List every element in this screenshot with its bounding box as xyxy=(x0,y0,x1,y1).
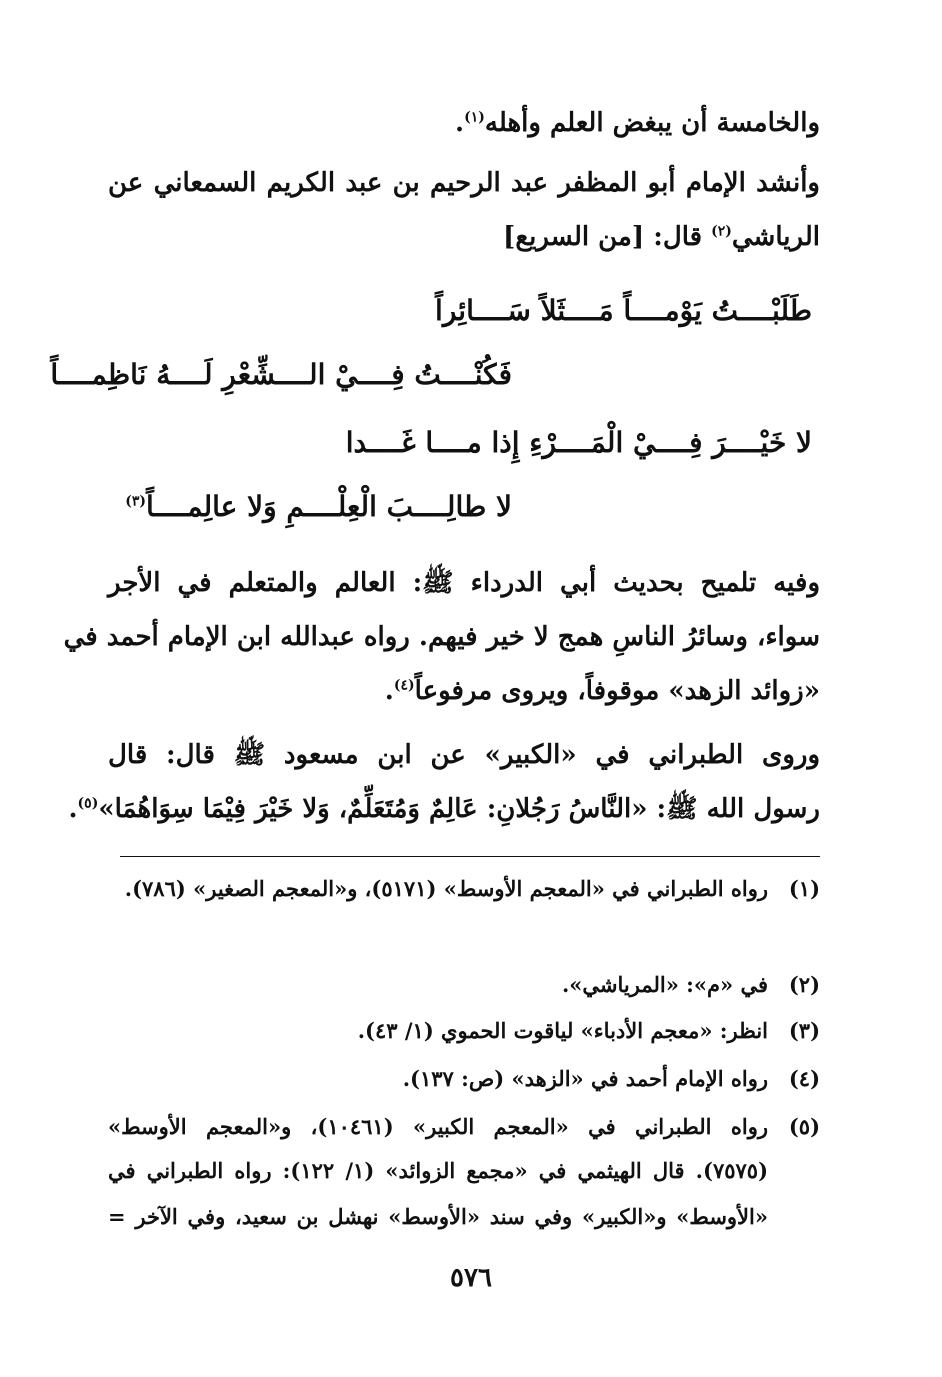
footnote-number: (٣) xyxy=(788,1018,820,1043)
paragraph-line xyxy=(108,222,820,252)
footnote-text: رواه الإمام أحمد في «الزهد» (ص: ١٣٧). xyxy=(402,1066,768,1091)
footnote-text: في «م»: «المرياشي». xyxy=(561,972,768,997)
footnote-number: (١) xyxy=(788,876,820,901)
text-run: والخامسة أن يبغض العلم وأهله xyxy=(484,108,820,138)
paragraph-line: وفيه تلميح بحديث أبي الدرداء ﷺ: العالم والمتعلم في الأجر xyxy=(108,568,820,598)
text-run: . xyxy=(384,676,394,706)
text-run: . xyxy=(68,794,78,824)
footnote-reference[interactable]: (٢) xyxy=(711,223,732,240)
footnote-item xyxy=(0,1114,942,1244)
footnote-number: (٢) xyxy=(788,972,820,997)
footnote-reference[interactable]: (١) xyxy=(464,109,485,126)
text-run: «زوائد الزهد» موقوفاً، ويروى مرفوعاً xyxy=(414,676,820,706)
footnote-text: رواه الطبراني في «المعجم الكبير» (١٠٤٦١)، و«المعجم الأوسط» xyxy=(108,1114,768,1139)
footnote-text: «الأوسط» و«الكبير» وفي سند «الأوسط» نهشل بن سعيد، وفي الآخر = xyxy=(108,1204,768,1229)
footnote-number: (٤) xyxy=(788,1066,820,1091)
text-run: . xyxy=(455,108,465,138)
footnote-number: (٥) xyxy=(788,1114,820,1139)
footnote-reference[interactable]: (٤) xyxy=(393,677,415,694)
text-run: رسول الله ﷺ: «النَّاسُ رَجُلانِ: عَالِمٌ وَمُتَعَلِّمٌ، وَلا خَيْرَ فِيْمَا سِوَاهُمَا» xyxy=(98,794,820,824)
footnote-text: (٧٥٧٥). قال الهيثمي في «مجمع الزوائد» (١/ ١٢٢): رواه الطبراني في xyxy=(108,1158,768,1183)
paragraph-line: وأنشد الإمام أبو المظفر عبد الرحيم بن عبد الكريم السمعاني عن xyxy=(108,168,820,198)
footnote-text: رواه الطبراني في «المعجم الأوسط» (٥١٧١)، و«المعجم الصغير» (٧٨٦). xyxy=(124,876,768,901)
paragraph-line xyxy=(68,792,820,830)
text-run: قال: [من السريع] xyxy=(503,222,712,252)
paragraph-line: سواء، وسائرُ الناسِ همج لا خير فيهم. رواه عبدالله ابن الإمام أحمد في xyxy=(63,622,820,652)
paragraph-line: وروى الطبراني في «الكبير» عن ابن مسعود ﷺ قال: قال xyxy=(108,740,820,770)
text-run: لا طالِــــبَ الْعِلْــــمِ وَلا عالِمــــاً xyxy=(146,490,512,523)
text-run: الرياشي xyxy=(731,222,820,252)
footnote-reference[interactable]: (٣) xyxy=(125,493,147,510)
paragraph-line xyxy=(108,676,820,706)
footnote-reference[interactable]: (٥) xyxy=(77,795,99,812)
footnote-divider xyxy=(120,856,820,857)
poem-verse xyxy=(125,490,512,523)
footnote-text: انظر: «معجم الأدباء» لياقوت الحموي (١/ ٤٣). xyxy=(357,1018,768,1043)
poem-verse: طَلَبْــــتُ يَوْمــــاً مَــــثَلاً سَــــائِراً xyxy=(435,294,812,327)
paragraph-line xyxy=(108,108,820,138)
poem-verse: فَكُنْــــتُ فِــــيْ الــــشِّعْرِ لَــــهُ نَاظِمــــاً xyxy=(50,358,512,391)
page-number: ٥٧٦ xyxy=(450,1263,492,1293)
poem-verse: لا خَيْــــرَ فِــــيْ الْمَــــرْءِ إِذا مــــا غَــــدا xyxy=(345,426,812,459)
